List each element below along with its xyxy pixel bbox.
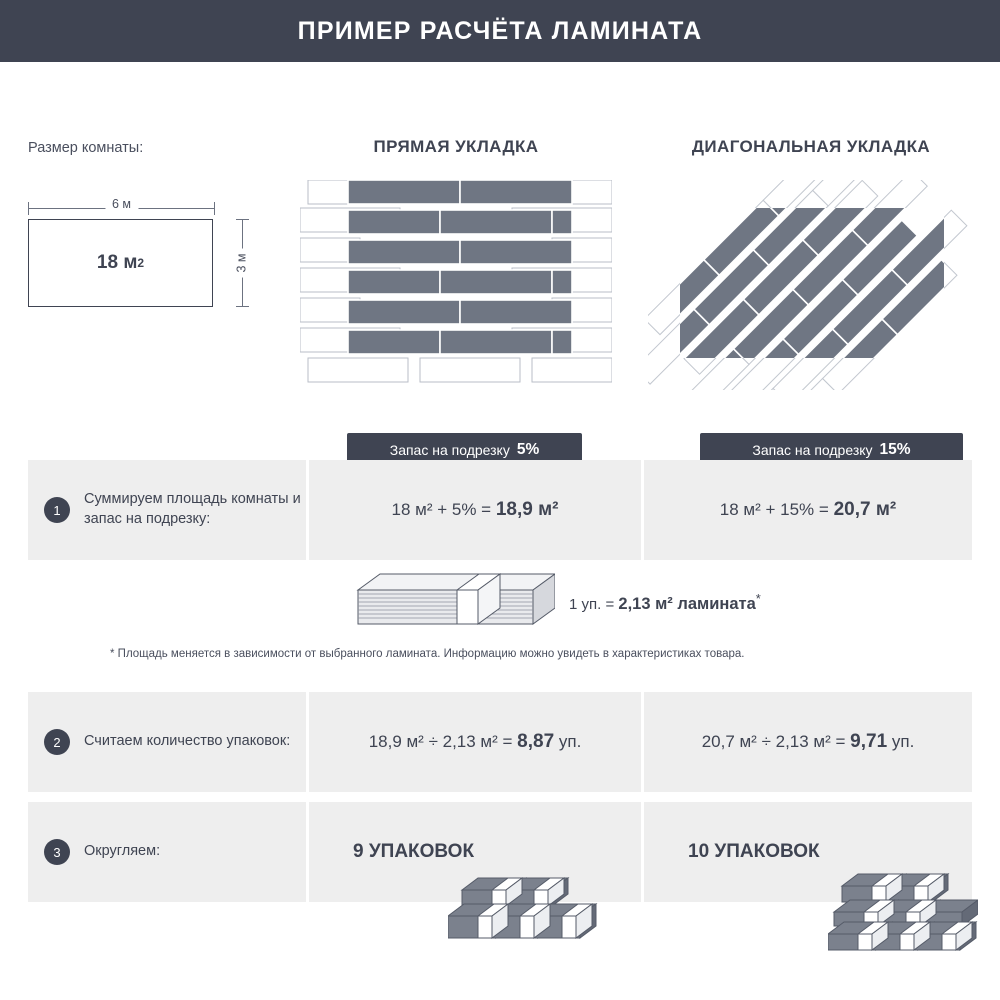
package-equation: [569, 591, 761, 614]
step-2-number: 2: [44, 729, 70, 755]
straight-layout-title: ПРЯМАЯ УКЛАДКА: [373, 137, 539, 156]
room-height-label: 3 м: [233, 248, 251, 277]
footnote-text: Площадь меняется в зависимости от выбранного ламината. Информацию можно увидеть в характеристиках товара.: [114, 648, 745, 660]
room-rectangle: [28, 219, 213, 307]
step-1-straight-formula: [392, 499, 559, 521]
room-area-superscript: 2: [137, 256, 145, 270]
room-width-label: 6 м: [105, 197, 138, 211]
step-row-2: [28, 692, 972, 792]
step-2-diagonal-result: 9,71: [850, 731, 888, 752]
step-3-number: 3: [44, 839, 70, 865]
room-size-label: Размер комнаты:: [28, 140, 144, 156]
page-title: ПРИМЕР РАСЧЁТА ЛАМИНАТА: [297, 16, 703, 45]
header-bar: [0, 0, 1000, 62]
straight-waste-value: 5%: [516, 440, 540, 458]
straight-waste-label: Запас на подрезку: [389, 441, 510, 458]
step-2-diagonal-cell: [644, 692, 972, 792]
step-2-diagonal-formula: [702, 731, 915, 753]
step-1-diagonal-formula: [720, 499, 896, 521]
step-row-1: [28, 460, 972, 560]
room-width-dimension: [28, 197, 215, 219]
step-2-straight-formula: [369, 731, 582, 753]
step-2-text: Считаем количество упаковок:: [84, 733, 291, 750]
step-1-straight-result: 18,9 м²: [495, 499, 559, 520]
diagonal-layout-illustration: [648, 180, 976, 390]
step-2-straight-result: 8,87: [517, 731, 555, 752]
footnote: [110, 648, 910, 660]
step-3-diagonal-result: 10 УПАКОВОК: [688, 841, 820, 862]
diagonal-waste-label: Запас на подрезку: [752, 441, 873, 458]
step-2-diagonal-prefix: 20,7 м² ÷ 2,13 м² =: [701, 732, 851, 751]
top-section: [0, 62, 1000, 458]
step-1-text: Суммируем площадь комнаты и запас на подрезку:: [84, 491, 301, 527]
step-1-straight-prefix: 18 м² + 5% =: [391, 500, 496, 519]
diagonal-waste-value: 15%: [879, 440, 911, 458]
step-2-straight-cell: [309, 692, 641, 792]
step-3-text: Округляем:: [84, 843, 161, 860]
diagonal-pack-stack-illustration: [828, 868, 978, 958]
package-equation-prefix: 1 уп. =: [569, 595, 619, 613]
step-3-label-cell: [28, 802, 306, 902]
diagonal-layout-title: ДИАГОНАЛЬНАЯ УКЛАДКА: [691, 137, 931, 156]
step-3-straight-result: 9 УПАКОВОК: [353, 841, 475, 862]
step-1-diagonal-cell: [644, 460, 972, 560]
package-info-row: [340, 568, 761, 636]
step-2-straight-prefix: 18,9 м² ÷ 2,13 м² =: [368, 732, 518, 751]
straight-pack-stack-illustration: [448, 868, 598, 958]
package-equation-value: 2,13 м² ламината: [618, 594, 756, 613]
step-2-label-cell: [28, 692, 306, 792]
footnote-asterisk: *: [110, 648, 115, 660]
step-1-straight-cell: [309, 460, 641, 560]
room-height-dimension: [231, 219, 253, 307]
step-1-label-cell: [28, 460, 306, 560]
step-1-diagonal-prefix: 18 м² + 15% =: [719, 500, 834, 519]
step-2-straight-suffix: уп.: [554, 732, 582, 751]
package-equation-asterisk: *: [755, 590, 761, 606]
step-2-diagonal-suffix: уп.: [887, 732, 915, 751]
step-1-diagonal-result: 20,7 м²: [833, 499, 897, 520]
laminate-pack-icon: [340, 568, 555, 636]
straight-layout-illustration: [300, 180, 612, 390]
room-area-value: 18 м: [96, 252, 138, 273]
step-1-number: 1: [44, 497, 70, 523]
room-diagram: [28, 197, 249, 307]
